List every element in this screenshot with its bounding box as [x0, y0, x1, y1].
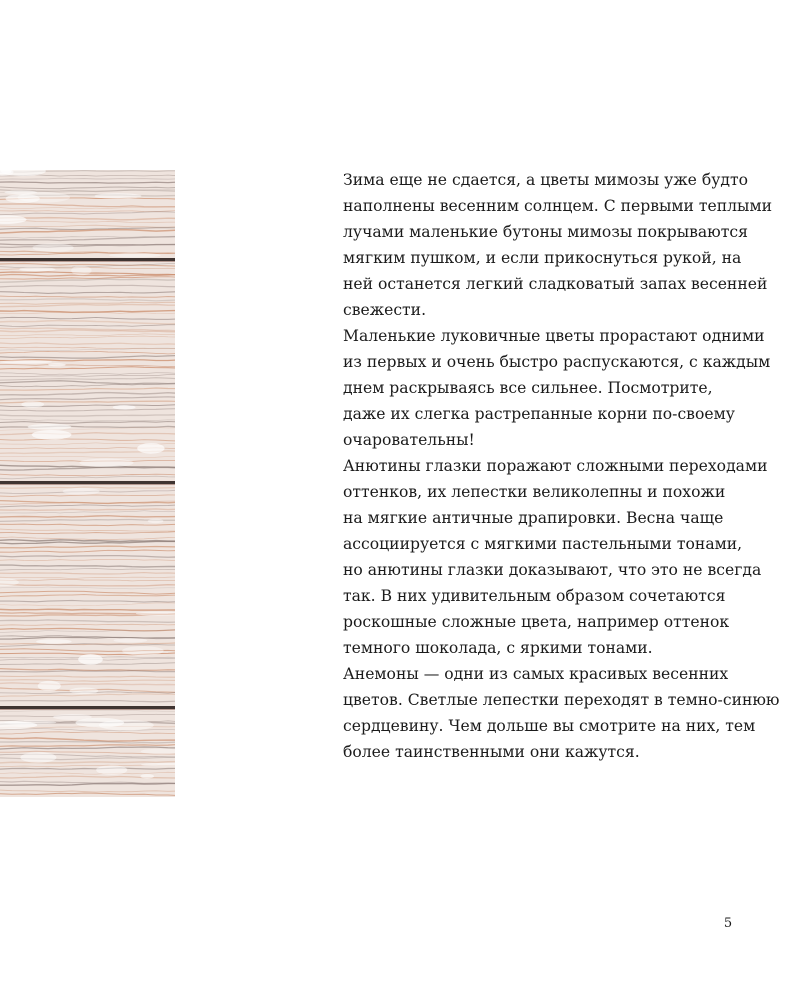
text-line: но анютины глазки доказывают, что это не всегда [343, 561, 762, 579]
text-line: ассоциируется с мягкими пастельными тонами, [343, 535, 743, 553]
text-line: сердцевину. Чем дольше вы смотрите на них, тем [343, 717, 756, 735]
text-line: ней останется легкий сладковатый запах весенней [343, 275, 768, 293]
text-line: лучами маленькие бутоны мимозы покрываются [343, 223, 748, 241]
page-number: 5 [723, 916, 733, 931]
text-line: роскошные сложные цвета, например оттенок [343, 613, 730, 631]
body-text-column [343, 167, 780, 765]
text-line: более таинственными они кажутся. [343, 743, 640, 761]
text-line: очаровательны! [343, 431, 475, 449]
text-line: мягким пушком, и если прикоснуться рукой, на [343, 249, 742, 267]
text-line: свежести. [343, 301, 427, 319]
text-line: наполнены весенним солнцем. С первыми теплыми [343, 197, 772, 215]
paragraph [343, 323, 771, 453]
text-line: так. В них удивительным образом сочетаются [343, 587, 726, 605]
text-line: Анютины глазки поражают сложными переходами [343, 457, 768, 475]
text-line: Маленькие луковичные цветы прорастают одними [343, 327, 765, 345]
text-line: темного шоколада, с яркими тонами. [343, 639, 653, 657]
text-line: Анемоны — одни из самых красивых весенних [343, 665, 729, 683]
text-line: днем раскрываясь все сильнее. Посмотрите, [343, 379, 713, 397]
paragraph [343, 661, 780, 765]
text-line: даже их слегка растрепанные корни по-своему [343, 405, 735, 423]
wood-planks-photo [0, 170, 175, 797]
text-line: цветов. Светлые лепестки переходят в темно-синюю [343, 691, 780, 709]
text-line: из первых и очень быстро распускаются, с каждым [343, 353, 771, 371]
weathered-wood-planks-image [0, 170, 175, 797]
text-line: оттенков, их лепестки великолепны и похожи [343, 483, 726, 501]
paragraph [343, 453, 768, 661]
paragraph [343, 167, 772, 323]
text-line: на мягкие античные драпировки. Весна чаще [343, 509, 724, 527]
text-line: Зима еще не сдается, а цветы мимозы уже будто [343, 171, 749, 189]
